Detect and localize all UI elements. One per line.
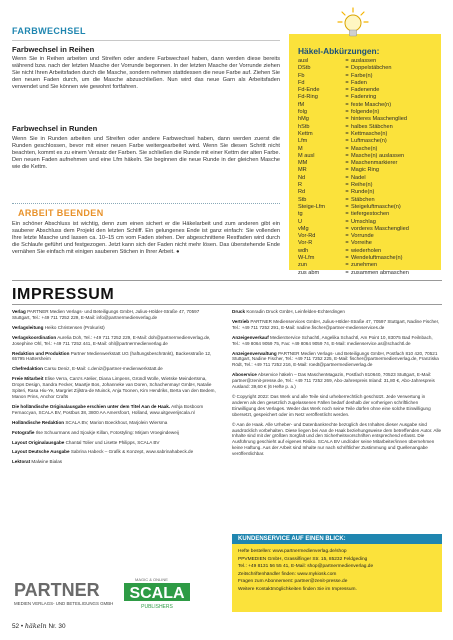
abbreviation-key: hMg (298, 116, 309, 123)
abbreviation-row (298, 65, 438, 72)
abbreviation-key: Vor-Rd (298, 233, 316, 240)
abbreviation-row (298, 182, 438, 189)
equals-sign: = (345, 211, 349, 218)
impressum-entry (12, 309, 218, 321)
equals-sign: = (345, 72, 349, 79)
impressum-entry (12, 366, 218, 372)
abbreviation-meaning: zusammen abmaschen (351, 269, 409, 276)
abbreviation-meaning: Luftmasche(n) (351, 138, 387, 145)
impressum-text: PARTNER Medien Verlags- und Beteiligungs GmbH, Postfach 810 420, 70521 Stuttgart, Nadine Fischer, Tel.: +49 711 7252 225, E-Mail: fischer@partnermedienverlag.de, Franziska Rödt, Tel.: +49 711 7252 216, E-Mail: roedt@partnermedienverlag.de (232, 350, 439, 368)
customer-service-line: Weitere Kontaktmöglichkeiten finden Sie im Impressum. (238, 586, 357, 592)
equals-sign: = (345, 152, 349, 159)
abbreviation-row (298, 160, 438, 167)
abbreviation-key: Fd-Ende (298, 87, 320, 94)
abbreviation-row (298, 262, 438, 269)
abbreviation-key: wdh (298, 247, 309, 254)
abbreviation-meaning: Doppelstäbchen (351, 65, 392, 72)
impressum-text: Heiko Christensen (Prokurist) (44, 324, 105, 330)
customer-service-line: Tel.: +49 8131 56 55 41, E-Mail: shop@partnermedienverlag.de (238, 564, 374, 570)
abbreviation-meaning: Fadenring (351, 94, 377, 101)
equals-sign: = (345, 130, 349, 137)
impressum-text: MedienService Schachtl, Angelika Schachtl, Am Point 10, 83075 Bad Feilnbach, Tel.: +49 8064 9059 75, Fax: +49 8064 9059 74, E-Mail: medienservice.as@schachtl.de (232, 334, 433, 346)
abbreviation-key: zus abm (298, 269, 320, 276)
issue-number: Nr. 30 (48, 623, 66, 630)
impressum-label: Lektorat (12, 459, 31, 465)
magazine-brand: häkeln (24, 622, 47, 630)
scala-logo-top: MAGIC & ONLINE (135, 577, 168, 582)
abbreviation-row (298, 80, 438, 87)
impressum-text: Carsu Deniz, E-Mail: c.deniz@partner-medienwerkstatt.de (44, 366, 163, 372)
divider (12, 304, 442, 305)
impressum-text: © Aan de Haak. Alle Urheber- und Datenbankrechte bezüglich des Inhaltes dieser Ausgabe sind ausdrücklich vorbehalten. Diese liegen bei Aan de Haak beziehungsweise dem betreffenden Autor. Alle Inhalte sind mit der größten Sorgfalt und den Sicherheitsvorschriften entsprechend erfasst. Die Ausführung geschieht auf eigenes Risiko. SCALA BV und/oder seine Mitarbeiter/innen übernehmen keine Haftung. Aus der Arbeit sind Inhalte nur nach schriftlicher Zustimmung und Quellenangabe veröffentlichbar. (232, 421, 442, 457)
abbreviation-key: Nd (298, 174, 306, 181)
impressum-text: Abservice häkeln – Das MaschenMagazin, Postfach 810640, 70523 Stuttgart, E-Mail: partner@zenit-presse.de, Tel.: +49 711 7252 269, Abo-Jahrespreis Inland: 31,80 €, Abo-Jahrespreis Ausland: 39,60 € (6 Hefte p. a.) (232, 372, 435, 390)
impressum-entry (232, 372, 442, 390)
abbreviation-row (298, 73, 438, 80)
impressum-label: Layout Originalausgabe (12, 439, 65, 445)
equals-sign: = (345, 262, 349, 269)
lightbulb-icon (336, 6, 370, 40)
impressum-label: Freie Mitarbeit (12, 376, 44, 382)
abbreviation-row (298, 146, 438, 153)
abbreviation-key: ausl (298, 58, 309, 64)
abbreviation-meaning: Steigeluftmasche(n) (351, 203, 401, 210)
impressum-text: Elise Verra, Caro's Atelier, Diana Limpens, Gründl Wolle, Wietske Meindertsma, Drops Design, Sandra Fecker, Maartje Bos, Johanneke van Doren, Schachenmayr GmbH, Natalie Spiteri, Rasa Hiu-Ye, Margriet Zijlstra-de Muinck, Anja Toonen, Kim Hendriks, Berta van den Bedem, Manon Prins, Anchor Crafts (12, 376, 216, 399)
equals-sign: = (345, 189, 349, 196)
abbreviation-meaning: Vorreihe (351, 240, 372, 247)
abbreviation-row (298, 226, 438, 233)
abbreviation-key: Stb (298, 196, 307, 203)
customer-service-heading: KUNDENSERVICE AUF EINEN BLICK: (232, 534, 442, 544)
abbreviation-meaning: Reihe(n) (351, 182, 373, 189)
dotted-divider (12, 203, 280, 204)
impressum-label: Verlagsleitung (12, 324, 44, 330)
abbreviation-meaning: tiefergestochen (351, 211, 390, 218)
divider (12, 40, 280, 41)
abbreviation-meaning: Farbe(n) (351, 72, 373, 79)
abbreviation-row (298, 131, 438, 138)
impressum-text: Sabrina Habeck – Grafik & Konzept, www.sabrinahabeck.de (70, 449, 194, 455)
abbreviation-key: folg (298, 109, 308, 116)
equals-sign: = (345, 196, 349, 203)
abbreviation-row (298, 58, 438, 65)
section-title-arbeit-beenden: ARBEIT BEENDEN (18, 208, 104, 218)
impressum-right-column (232, 309, 442, 461)
abbreviation-row (298, 167, 438, 174)
impressum-label: Chefredaktion (12, 366, 43, 372)
impressum-entry (12, 376, 218, 400)
partner-logo-name: PARTNER (14, 580, 100, 600)
abbreviation-key: Fb (298, 72, 305, 79)
impressum-text: PARTNER Medien Verlags- und Beteiligungs GmbH, Julius-Hölder-Straße 47, 70597 Stuttgart, Tel.: +49 711 7252 229, E-Mail: info@partnermedienverlag.de (12, 309, 200, 320)
equals-sign: = (345, 233, 349, 240)
equals-sign: = (345, 240, 349, 247)
abbreviation-meaning: zunehmen (351, 262, 378, 269)
equals-sign: = (345, 218, 349, 225)
equals-sign: = (345, 225, 349, 232)
abbreviation-key: U (298, 218, 303, 225)
abbreviation-row (298, 211, 438, 218)
impressum-label: Vertrieb (232, 318, 250, 324)
equals-sign: = (345, 203, 349, 210)
impressum-text: Chantal Tolier und Lisette Philipps, SCALA BV (65, 439, 160, 445)
equals-sign: = (345, 123, 349, 130)
abbreviation-key: MM (298, 160, 308, 167)
impressum-label: Die holländische Originalausgabe erschien unter dem Titel Aan de Haak. (12, 403, 171, 409)
paragraph-rows: Wenn Sie in Reihen arbeiten und Streifen oder andere Farbwechsel haben, dann werden diese bereits während bzw. nach der letzten Masche der Vorrunde begonnen. In der letzten Masche der Vorrunde ziehen Sie nicht Ihren Arbeitsfaden durch die Masche, sondern nehmen stattdessen die neue Farbe auf. Ziehen Sie den neuen Faden durch, um die Masche abzuschließen. Nun wird das neue Garn als Arbeitsfaden verwendet und Sie können wie gewohnt fortfahren. (12, 56, 280, 91)
abbreviation-key: tg (298, 211, 303, 218)
abbreviation-row (298, 204, 438, 211)
section-title-farbwechsel: FARBWECHSEL (12, 26, 86, 36)
impressum-entry (232, 309, 442, 315)
abbreviation-row (298, 219, 438, 226)
impressum-entry (12, 440, 218, 446)
impressum-label: Fotografie (12, 429, 35, 435)
divider (12, 280, 442, 281)
impressum-text: PARTNER Medienservices GmbH, Julius-Hölder-Straße 47, 70597 Stuttgart, Nadine Fischer, Tel.: +49 711 7252 291, E-Mail: nadine.fischer@partner-medienservices.de (232, 318, 440, 330)
impressum-entry (12, 335, 218, 347)
equals-sign: = (345, 174, 349, 181)
abbreviation-row (298, 270, 438, 277)
abbreviation-meaning: Runde(n) (351, 189, 375, 196)
abbreviation-meaning: Fadenende (351, 87, 380, 94)
impressum-text: Ashja Bosboom Fernaccyan, SCALA BV, Postbus 38, 3800 AA Amersfoort, Holland, www.uitgeverijscala.nl (12, 403, 204, 415)
abbreviation-meaning: Umschlag (351, 218, 376, 225)
equals-sign: = (345, 65, 349, 72)
equals-sign: = (345, 101, 349, 108)
abbreviation-row (298, 102, 438, 109)
equals-sign: = (345, 79, 349, 86)
abbreviation-key: zun (298, 262, 308, 269)
heading-rows: Farbwechsel in Reihen (12, 45, 95, 54)
impressum-entry (12, 420, 218, 426)
abbreviation-key: Steige-Lfm (298, 203, 326, 210)
scala-logo-name: SCALA (129, 585, 185, 602)
heading-rounds: Farbwechsel in Runden (12, 124, 98, 133)
equals-sign: = (345, 138, 349, 145)
abbreviation-row (298, 94, 438, 101)
equals-sign: = (345, 94, 349, 101)
impressum-text: Ilse Schuurmans and Sjoukje Killan, Fotostyling: Mirjam Vroegindeweij (35, 429, 179, 435)
abbreviation-row (298, 233, 438, 240)
impressum-label: Layout Deutsche Ausgabe (12, 449, 70, 455)
customer-service-lines (238, 548, 438, 594)
abbreviation-row (298, 109, 438, 116)
equals-sign: = (345, 116, 349, 123)
abbreviations-title: Häkel-Abkürzungen: (298, 46, 380, 56)
scala-logo (122, 576, 192, 614)
equals-sign: = (345, 109, 349, 116)
abbreviation-meaning: Faden (351, 79, 367, 86)
abbreviation-meaning: Masche(n) auslassen (351, 152, 405, 159)
impressum-label: Anzeigenverwaltung (232, 350, 277, 356)
abbreviation-row (298, 124, 438, 131)
abbreviation-meaning: Maschenmarkierer (351, 160, 398, 167)
equals-sign: = (345, 87, 349, 94)
abbreviation-meaning: Vorrunde (351, 233, 374, 240)
abbreviation-key: vMg (298, 225, 309, 232)
abbreviation-key: MR (298, 167, 307, 174)
abbreviation-key: Fd-Ring (298, 94, 318, 101)
impressum-label: Verlag (12, 309, 26, 314)
abbreviation-meaning: vorderes Maschenglied (351, 225, 409, 232)
impressum-entry (232, 351, 442, 369)
abbreviation-key: M ausl (298, 152, 315, 159)
scala-logo-sub: PUBLISHERS (141, 604, 173, 610)
abbreviation-key: Kettm (298, 130, 313, 137)
impressum-title: IMPRESSUM (12, 286, 115, 303)
abbreviation-key: Lfm (298, 138, 308, 145)
equals-sign: = (345, 255, 349, 262)
abbreviation-row (298, 240, 438, 247)
abbreviation-key: M (298, 145, 303, 152)
abbreviation-key: W-Lfm (298, 255, 315, 262)
abbreviation-meaning: Stäbchen (351, 196, 375, 203)
abbreviation-row (298, 138, 438, 145)
equals-sign: = (345, 145, 349, 152)
impressum-entry (232, 422, 442, 457)
abbreviation-row (298, 248, 438, 255)
impressum-entry (232, 335, 442, 347)
impressum-text: SCALA BV, Marion Boeckhout, Marjolein Wiersma (65, 419, 168, 425)
equals-sign: = (345, 182, 349, 189)
impressum-label: Verlagskoordination (12, 334, 57, 340)
abbreviation-row (298, 87, 438, 94)
customer-service-line: Hefte bestellen: www.partnermedienverlag.de/shop (238, 549, 347, 554)
impressum-text: © Copyright 2022: Das Werk und alle Teile sind urheberrechtlich geschützt. Jede Verwertung in anderen als den gesetzlich zugelassenen Fällen bedarf deshalb der vorherigen schriftlichen Einwilligung des Verlages. Weder das Werk noch seine Teile dürfen ohne eine solche Einwilligung übersetzt, gespeichert oder im Netz veröffentlicht werden. (232, 393, 431, 417)
abbreviation-key: hStb (298, 123, 310, 130)
impressum-entry (232, 394, 442, 418)
impressum-entry (12, 404, 218, 416)
abbreviations-list (298, 58, 438, 277)
customer-service-line: PPVMEDIEN GmbH, Grassilfinger Str. 15, 85232 Feldgeding (238, 556, 368, 562)
impressum-left-column (12, 309, 218, 469)
impressum-text: Konradin Druck GmbH, Leinfelden-Echterdingen (246, 309, 345, 314)
abbreviation-meaning: auslassen (351, 58, 377, 64)
impressum-label: Redaktion und Produktion (12, 350, 70, 356)
impressum-text: Malwine Bialas (31, 459, 63, 465)
abbreviation-row (298, 197, 438, 204)
impressum-text: Aurelia Doh, Tel.: +49 711 7252 229, E-Mail: doh@partnermedienverlag.de, Josephine Ohl, Tel.: +49 711 7252 441, E-Mail: ohl@partnermedienverlag.de (12, 334, 211, 346)
abbreviation-row (298, 189, 438, 196)
abbreviation-meaning: folgende(n) (351, 109, 380, 116)
customer-service-line: Zeitschriftenhändler finden: www.mykiosk.com (238, 571, 337, 577)
abbreviation-meaning: halbes Stäbchen (351, 123, 393, 130)
impressum-entry (232, 319, 442, 331)
abbreviation-key: Vor-R (298, 240, 313, 247)
impressum-label: Holländische Redaktion (12, 419, 65, 425)
abbreviation-row (298, 116, 438, 123)
impressum-label: Druck (232, 309, 246, 314)
footer-bullet: • (20, 623, 24, 630)
impressum-label: Anzeigenverkauf (232, 334, 269, 340)
impressum-entry (12, 459, 218, 465)
customer-service-line: Fragen zum Abonnement: partner@zenit-presse.de (238, 579, 348, 585)
abbreviation-meaning: feste Masche(n) (351, 101, 392, 108)
impressum-label: Aboservice (232, 372, 257, 378)
impressum-text: Partner Medienwerkstatt UG (haftungsbeschränkt), Backesstraße 12, 65795 Hattersheim (12, 350, 212, 362)
page-footer (12, 622, 66, 630)
abbreviation-key: DStb (298, 65, 311, 72)
abbreviation-key: R (298, 182, 303, 189)
equals-sign: = (345, 160, 349, 167)
impressum-entry (12, 430, 218, 436)
paragraph-end: Ein schöner Abschluss ist wichtig, denn zum einen sichert er die Häkelarbeit und zum anderen gibt ein sauberer Abschluss dem Projekt den letzten Schliff. Ein gelungenes Ende ist ganz einfach: Sie vollenden Ihre letzte Masche und lassen ca. 10–15 cm vom Faden stehen. Der abgeschnittene Restfaden wird durch die Schlaufe geführt und festgezogen. Jetzt kann sich der Faden nicht mehr lösen. Das überstehende Ende vernähen Sie einfach mit einigen sauberen Stichen in Ihrer Arbeit. ● (12, 221, 280, 256)
abbreviation-meaning: Kettmasche(n) (351, 130, 388, 137)
abbreviation-key: Rd (298, 189, 306, 196)
partner-logo (12, 576, 116, 614)
paragraph-rounds: Wenn Sie in Runden arbeiten und Streifen oder andere Farbwechsel haben, dann werden zuerst die Runden geschlossen, bevor mit einer neuen Farbe weitergearbeitet wird. Wenn Sie diesen Schritt nicht beachten, kommt es zu einem Versatz der Farben. Sie schließen die Runde mit einer Kettm der alten Farbe. Den neuen Faden aufnehmen und eine Lfm häkeln. Sie beginnen die neue Runde in der gleichen Masche wie die Kettm. (12, 136, 280, 171)
abbreviation-meaning: Nadel (351, 174, 366, 181)
impressum-entry (12, 351, 218, 363)
partner-logo-sub: MEDIEN VERLAGS- UND BETEILIGUNGS GMBH (14, 601, 114, 606)
equals-sign: = (345, 167, 349, 174)
abbreviation-meaning: Wendeluftmasche(n) (351, 255, 403, 262)
impressum-entry (12, 449, 218, 455)
page-number: 52 (12, 623, 20, 630)
abbreviation-row (298, 175, 438, 182)
abbreviation-meaning: hinteres Maschenglied (351, 116, 407, 123)
equals-sign: = (345, 269, 349, 276)
abbreviation-meaning: Magic Ring (351, 167, 379, 174)
equals-sign: = (345, 58, 349, 64)
abbreviation-row (298, 153, 438, 160)
abbreviation-row (298, 255, 438, 262)
abbreviation-key: Fd (298, 79, 305, 86)
abbreviation-key: fM (298, 101, 305, 108)
equals-sign: = (345, 247, 349, 254)
abbreviation-meaning: wiederholen (351, 247, 382, 254)
abbreviation-meaning: Masche(n) (351, 145, 378, 152)
impressum-entry (12, 325, 218, 331)
